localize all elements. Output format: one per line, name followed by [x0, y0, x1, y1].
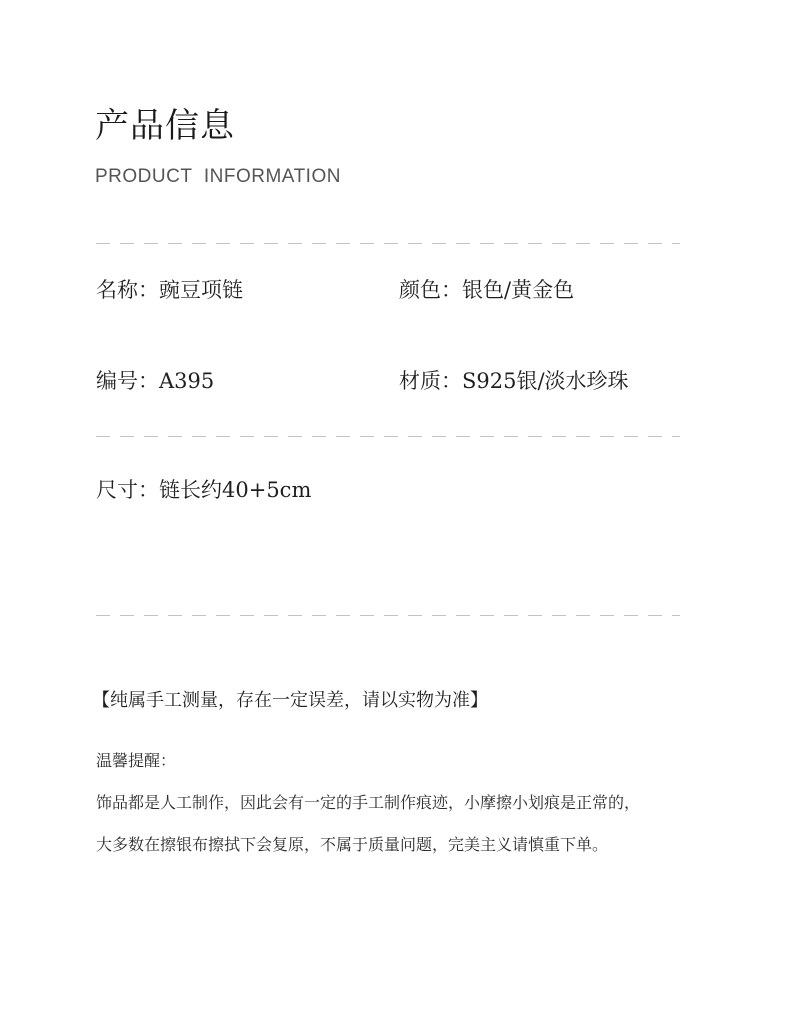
- product-code: 编号：A395: [96, 369, 215, 393]
- tips-line: 大多数在擦银布擦拭下会复原，不属于质量问题，完美主义请慎重下单。: [96, 835, 609, 854]
- product-material: 材质：S925银/淡水珍珠: [399, 369, 629, 393]
- page-title: 产品信息: [95, 106, 235, 146]
- tips-heading: 温馨提醒：: [96, 751, 177, 770]
- divider: [96, 436, 680, 437]
- product-size: 尺寸：链长约40+5cm: [96, 478, 312, 502]
- product-name: 名称：豌豆项链: [96, 278, 243, 302]
- page-subtitle: PRODUCT INFORMATION: [95, 166, 341, 187]
- divider: [96, 243, 680, 244]
- divider: [96, 615, 680, 616]
- product-color: 颜色：银色/黄金色: [399, 278, 575, 302]
- tips-line: 饰品都是人工制作，因此会有一定的手工制作痕迹，小摩擦小划痕是正常的，: [96, 793, 641, 812]
- measurement-notice: 【纯属手工测量，存在一定误差，请以实物为准】: [92, 690, 488, 711]
